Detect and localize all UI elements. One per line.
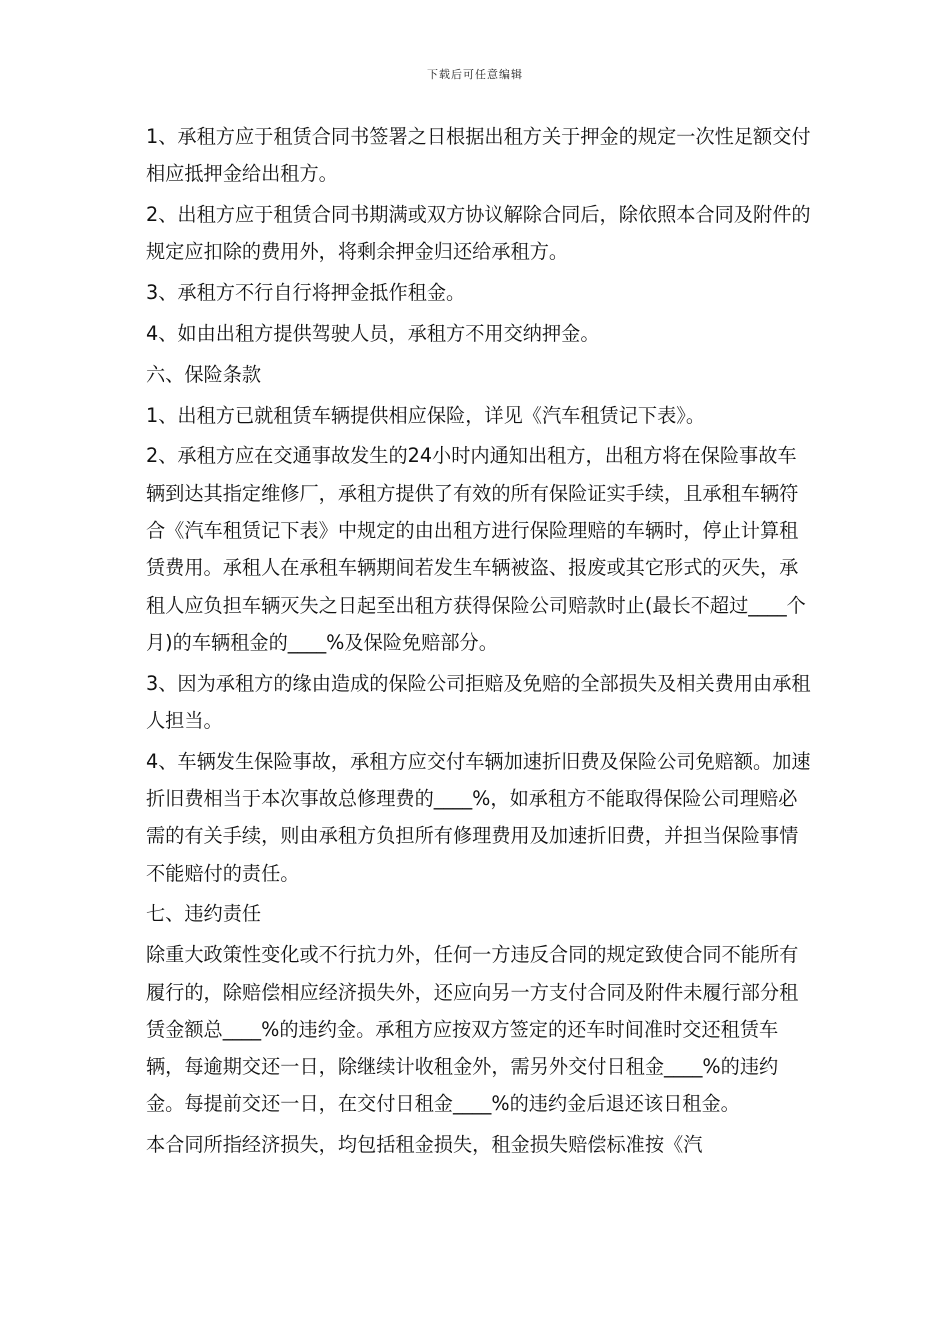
clause-liability-1: 除重大政策性变化或不行抗力外，任何一方违反合同的规定致使合同不能所有履行的，除赔偿相应经济损失外，还应向另一方支付合同及附件未履行部分租赁金额总____%的违约金。承租方应按双方签定的还车时间准时交还租赁车辆，每逾期交还一日，除继续计收租金外，需另外交付日租金____%的违约金。每提前交还一日，在交付日租金____%的违约金后退还该日租金。 — [146, 943, 799, 1116]
page-header-note: 下载后可任意编辑 — [427, 68, 523, 81]
clause-deposit-3: 3、承租方不行自行将押金抵作租金。 — [146, 281, 466, 305]
clause-insurance-2: 2、承租方应在交通事故发生的24小时内通知出租方，出租方将在保险事故车辆到达其指定维修厂，承租方提供了有效的所有保险证实手续，且承租车辆符合《汽车租赁记下表》中规定的由出租方进行保险理赔的车辆时，停止计算租赁费用。承租人在承租车辆期间若发生车辆被盗、报废或其它形式的灭失，承租人应负担车辆灭失之日起至出租方获得保险公司赔款时止(最长不超过____个月)的车辆租金的____%及保险免赔部分。 — [146, 444, 806, 654]
clause-deposit-1: 1、承租方应于租赁合同书签署之日根据出租方关于押金的规定一次性足额交付相应抵押金给出租方。 — [146, 125, 811, 186]
clause-deposit-4: 4、如由出租方提供驾驶人员，承租方不用交纳押金。 — [146, 321, 600, 345]
section-heading-insurance: 六、保险条款 — [146, 362, 262, 386]
document-body — [146, 118, 812, 1167]
clause-deposit-2: 2、出租方应于租赁合同书期满或双方协议解除合同后，除依照本合同及附件的规定应扣除的费用外，将剩余押金归还给承租方。 — [146, 203, 811, 264]
clause-insurance-1: 1、出租方已就租赁车辆提供相应保险，详见《汽车租赁记下表》。 — [146, 403, 706, 427]
clause-insurance-3: 3、因为承租方的缘由造成的保险公司拒赔及免赔的全部损失及相关费用由承租人担当。 — [146, 671, 811, 732]
clause-liability-2: 本合同所指经济损失，均包括租金损失，租金损失赔偿标准按《汽 — [146, 1133, 703, 1157]
clause-insurance-4: 4、车辆发生保险事故，承租方应交付车辆加速折旧费及保险公司免赔额。加速折旧费相当于本次事故总修理费的____%，如承租方不能取得保险公司理赔必需的有关手续，则由承租方负担所有修理费用及加速折旧费，并担当保险事情不能赔付的责任。 — [146, 749, 811, 885]
section-heading-liability: 七、违约责任 — [146, 902, 262, 926]
